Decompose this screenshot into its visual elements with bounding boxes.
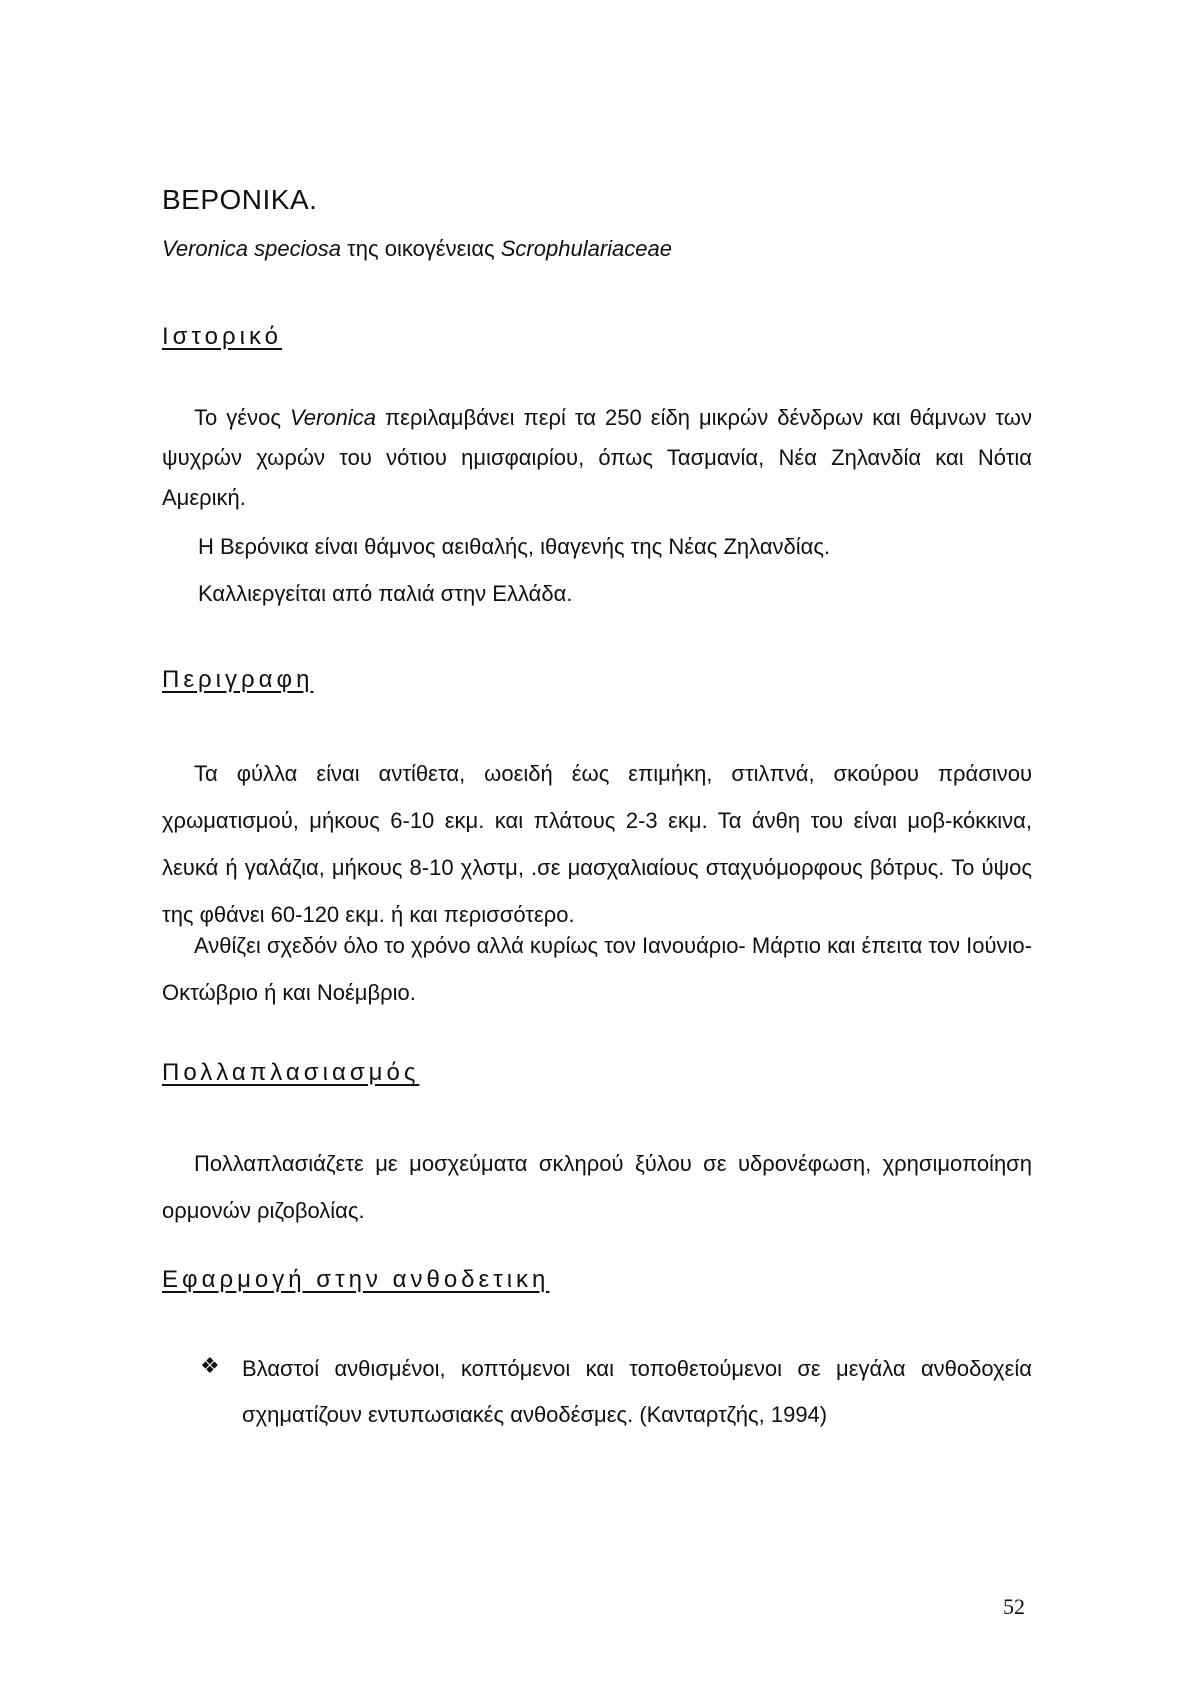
history-p1-genus: Veronica bbox=[289, 405, 376, 430]
propagation-paragraph-1: Πολλαπλασιάζετε με μοσχεύματα σκληρού ξύλου σε υδρονέφωση, χρησιμοποίηση ορμονών ριζοβολίας. bbox=[162, 1151, 1032, 1223]
page-number: 52 bbox=[1003, 1594, 1025, 1619]
heading-history: Ιστορικό bbox=[162, 323, 283, 350]
genus-name: Veronica speciosa bbox=[162, 236, 341, 261]
heading-propagation: Πολλαπλασιασμός bbox=[162, 1059, 420, 1086]
history-paragraph-2: Η Βερόνικα είναι θάμνος αειθαλής, ιθαγενής της Νέας Ζηλανδίας. bbox=[198, 534, 831, 559]
floristry-bullet-text: Βλαστοί ανθισμένοι, κοπτόμενοι και τοποθετούμενοι σε μεγάλα ανθοδοχεία σχηματίζουν εντυπωσιακές ανθοδέσμες. (Κανταρτζής, 1994) bbox=[242, 1356, 1032, 1427]
history-paragraph-3: Καλλιεργείται από παλιά στην Ελλάδα. bbox=[198, 581, 573, 606]
document-subtitle bbox=[162, 236, 672, 262]
document-title: ΒΕΡΟΝΙΚΑ. bbox=[162, 184, 318, 215]
history-p1-rest: περιλαμβάνει περί τα 250 είδη μικρών δένδρων και θάμνων των ψυχρών χωρών του νότιου ημισφαιρίου, όπως Τασμανία, Νέα Ζηλανδία και Νότια Αμερική. bbox=[162, 405, 1032, 510]
description-paragraph-2: Ανθίζει σχεδόν όλο το χρόνο αλλά κυρίως τον Ιανουάριο- Μάρτιο και έπειτα τον Ιούνιο- Οκτώβριο ή και Νοέμβριο. bbox=[162, 933, 1032, 1005]
diamond-bullet-icon: ❖ bbox=[200, 1353, 220, 1378]
family-name: Scrophulariaceae bbox=[500, 236, 672, 261]
heading-floristry: Εφαρμογή στην ανθοδετικη bbox=[162, 1266, 550, 1293]
description-paragraph-1: Τα φύλλα είναι αντίθετα, ωοειδή έως επιμήκη, στιλπνά, σκούρου πράσινου χρωματισμού, μήκους 6-10 εκμ. και πλάτους 2-3 εκμ. Τα άνθη του είναι μοβ-κόκκινα, λευκά ή γαλάζια, μήκους 8-10 χλστμ, .σε μασχαλιαίους σταχυόμορφους βότρυς. Το ύψος της φθάνει 60-120 εκμ. ή και περισσότερο. bbox=[162, 761, 1032, 927]
history-p1-prefix: Το γένος bbox=[194, 405, 290, 430]
history-paragraph-1 bbox=[162, 398, 1032, 518]
subtitle-connector: της οικογένειας bbox=[340, 236, 501, 261]
heading-description: Περιγραφη bbox=[162, 666, 314, 693]
